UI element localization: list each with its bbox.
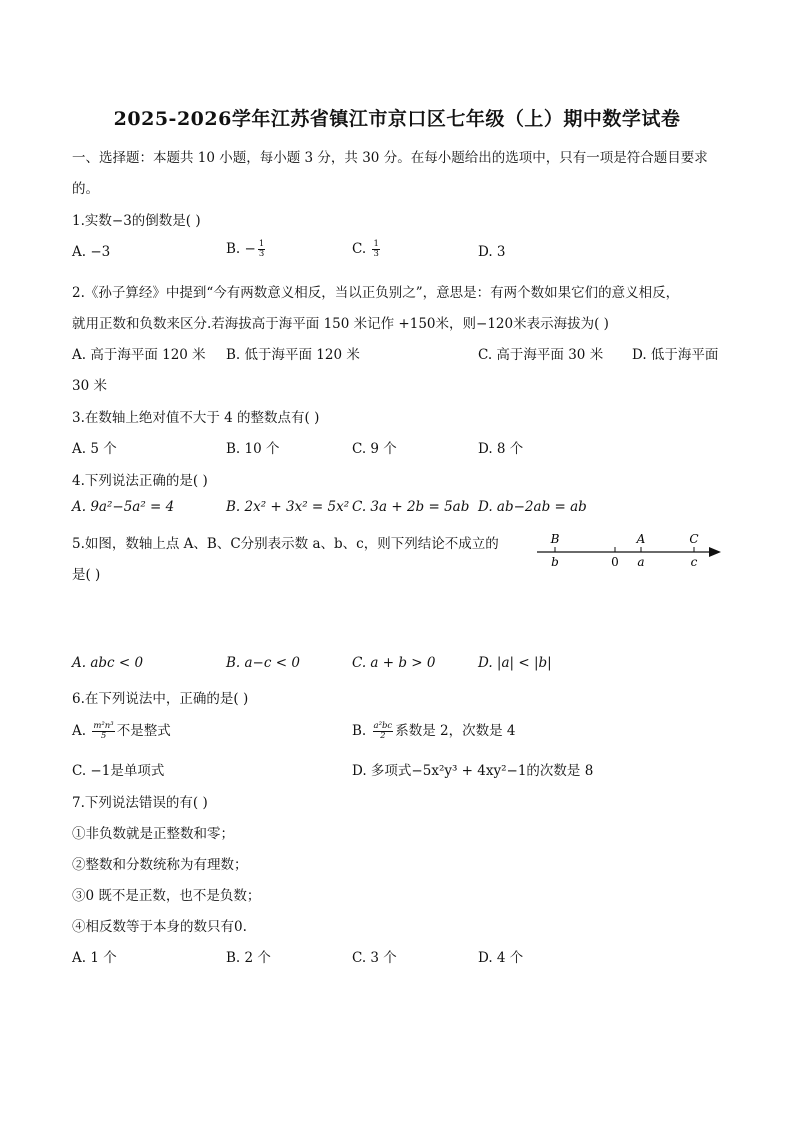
q6-option-b-text: 系数是 2，次数是 4: [395, 723, 516, 739]
q2-option-b: B. 低于海平面 120 米: [226, 347, 360, 363]
q4-stem: 4.下列说法正确的是( ): [72, 473, 208, 489]
q3-option-c: C. 9 个: [352, 441, 397, 457]
fraction-numerator: 1: [373, 239, 379, 249]
q7-statement-2: ②整数和分数统称为有理数；: [72, 857, 248, 873]
label-zero: 0: [611, 555, 619, 569]
q4-option-d: D. ab−2ab = ab: [478, 499, 587, 515]
q1-stem: 1.实数−3的倒数是( ): [72, 213, 201, 229]
label-point-b: B: [550, 532, 560, 546]
q3-stem: 3.在数轴上绝对值不大于 4 的整数点有( ): [72, 410, 320, 426]
label-point-a: A: [636, 532, 646, 546]
fraction-denominator: 3: [258, 249, 265, 259]
q6-option-b: [352, 719, 515, 741]
q7-option-c: C. 3 个: [352, 950, 397, 966]
q7-statement-4: ④相反数等于本身的数只有0.: [72, 919, 247, 935]
section-instructions-line2: 的。: [72, 181, 99, 197]
q4-option-a: A. 9a²−5a² = 4: [72, 499, 175, 515]
q1-option-b-prefix: B. −: [226, 241, 256, 257]
fraction-numerator: 1: [258, 239, 265, 249]
q2-option-c: C. 高于海平面 30 米: [478, 347, 604, 363]
q7-stem: 7.下列说法错误的有( ): [72, 795, 208, 811]
q3-option-d: D. 8 个: [478, 441, 524, 457]
q2-option-d: D. 低于海平面: [632, 347, 719, 363]
q3-option-a: A. 5 个: [72, 441, 117, 457]
q4-option-b: B. 2x² + 3x² = 5x²: [226, 499, 350, 515]
fraction-denominator: 3: [373, 249, 379, 259]
q7-statement-1: ①非负数就是正整数和零；: [72, 826, 234, 842]
q5-option-d: D. |a| < |b|: [478, 655, 552, 671]
q6-option-a-prefix: A.: [72, 723, 91, 739]
q6-option-a-fraction: [92, 722, 114, 741]
label-point-c: C: [689, 532, 699, 546]
q2-option-d-continued: 30 米: [72, 378, 107, 394]
q6-option-d: D. 多项式−5x²y³ + 4xy²−1的次数是 8: [352, 763, 594, 779]
q4-option-c: C. 3a + 2b = 5ab: [352, 499, 470, 515]
exam-title: 2025-2026学年江苏省镇江市京口区七年级（上）期中数学试卷: [113, 108, 681, 130]
q5-option-c: C. a + b > 0: [352, 655, 436, 671]
fraction-numerator: m²n³: [93, 721, 114, 731]
q3-option-b: B. 10 个: [226, 441, 280, 457]
q5-stem-line1: 5.如图，数轴上点 A、B、C分别表示数 a、b、c，则下列结论不成立的: [72, 536, 499, 552]
label-value-b: b: [551, 555, 559, 569]
q5-option-b: B. a−c < 0: [226, 655, 300, 671]
number-line-arrow: [709, 547, 721, 557]
q1-option-a: A. −3: [72, 244, 111, 260]
q2-stem-line2: 就用正数和负数来区分.若海拔高于海平面 150 米记作 +150米，则−120米表示海拔为( ): [72, 316, 609, 332]
fraction-denominator: 2: [380, 731, 386, 741]
q7-statement-3: ③0 既不是正数，也不是负数；: [72, 888, 261, 904]
q5-stem-line2: 是( ): [72, 567, 101, 583]
q6-option-a-text: 不是整式: [116, 723, 171, 739]
q7-option-a: A. 1 个: [72, 950, 117, 966]
q6-option-b-prefix: B.: [352, 723, 371, 739]
q1-option-d: D. 3: [478, 244, 506, 260]
q1-option-b: [226, 240, 267, 259]
q6-stem: 6.在下列说法中，正确的是( ): [72, 691, 249, 707]
q2-stem-line1: 2.《孙子算经》中提到“今有两数意义相反，当以正负别之”，意思是：有两个数如果它们的意义相反，: [72, 285, 680, 301]
q7-option-b: B. 2 个: [226, 950, 271, 966]
section-instructions-line1: 一、选择题：本题共 10 小题，每小题 3 分，共 30 分。在每小题给出的选项中，只有一项是符合题目要求: [72, 150, 708, 166]
q5-option-a: A. abc < 0: [72, 655, 144, 671]
q1-option-b-fraction: [258, 240, 265, 259]
label-value-a: a: [637, 555, 645, 569]
q1-option-c-prefix: C.: [352, 241, 371, 257]
q5-number-line: [533, 530, 723, 575]
q1-option-c-fraction: [372, 240, 379, 259]
q1-option-c: [352, 240, 382, 259]
q2-option-a: A. 高于海平面 120 米: [72, 347, 206, 363]
q6-option-a: [72, 719, 171, 741]
label-value-c: c: [690, 555, 698, 569]
fraction-numerator: a²bc: [373, 721, 393, 731]
q7-option-d: D. 4 个: [478, 950, 524, 966]
q6-option-b-fraction: [373, 722, 394, 741]
fraction-denominator: 5: [100, 731, 107, 741]
q6-option-c: C. −1是单项式: [72, 763, 165, 779]
